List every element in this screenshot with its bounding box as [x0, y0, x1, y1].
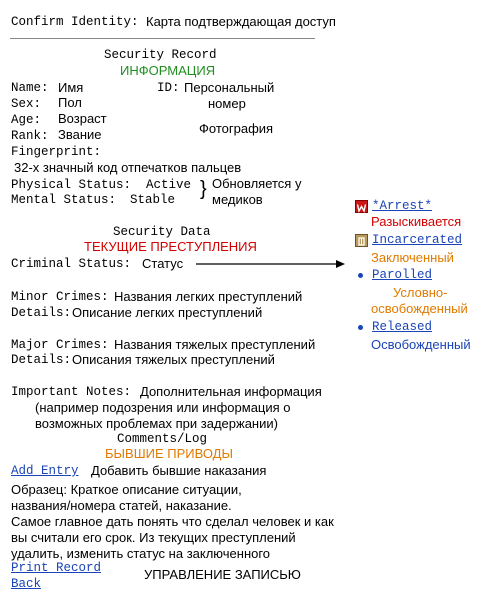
security-data-title: Security Data — [113, 225, 211, 239]
fingerprint-label: Fingerprint: — [11, 145, 102, 159]
minor-details-value: Описание легких преступлений — [72, 305, 263, 320]
medic-note-line1: Обновляется у — [212, 176, 302, 191]
minor-crimes-value: Названия легких преступлений — [114, 289, 303, 304]
rank-value: Звание — [58, 127, 102, 142]
wanted-icon — [355, 200, 368, 213]
status-incarcerated-desc: Заключенный — [371, 250, 454, 265]
sample-line1: Образец: Краткое описание ситуации, — [11, 482, 242, 497]
physical-status-label: Physical Status: — [11, 178, 132, 192]
security-record-title: Security Record — [104, 48, 217, 62]
major-crimes-label: Major Crimes: — [11, 338, 109, 352]
sample-line2: названия/номера статей, наказание. — [11, 498, 232, 513]
name-label: Name: — [11, 81, 49, 95]
status-arrest-desc: Разыскивается — [371, 214, 462, 229]
age-value: Возраст — [58, 111, 107, 126]
status-released-desc: Освобожденный — [371, 337, 471, 352]
status-released-link[interactable]: Released — [372, 320, 433, 334]
status-parolled-link[interactable]: Parolled — [372, 268, 433, 282]
log-subtitle: БЫВШИЕ ПРИВОДЫ — [105, 446, 233, 461]
status-incarcerated-link[interactable]: Incarcerated — [372, 233, 463, 247]
record-subtitle: ИНФОРМАЦИЯ — [120, 63, 216, 78]
major-crimes-value: Названия тяжелых преступлений — [114, 337, 316, 352]
mental-status-value: Stable — [130, 193, 176, 207]
important-notes-label: Important Notes: — [11, 385, 132, 399]
print-record-link[interactable]: Print Record — [11, 561, 102, 575]
minor-details-label: Details: — [11, 306, 72, 320]
prison-icon — [355, 234, 368, 247]
status-arrest-link[interactable]: *Arrest* — [372, 199, 433, 213]
status-brace: } — [200, 178, 207, 200]
major-details-value: Описания тяжелых преступлений — [72, 352, 275, 367]
confirm-identity-value: Карта подтверждающая доступ — [146, 14, 336, 29]
physical-status-value: Active — [146, 178, 192, 192]
rank-label: Rank: — [11, 129, 49, 143]
name-value: Имя — [58, 80, 84, 95]
sample-line4: вы считали его срок. Из текущих преступлений — [11, 530, 296, 545]
bullet-icon — [358, 273, 363, 278]
important-notes-line2: (например подозрения или информация о — [35, 400, 291, 415]
id-value-line1: Персональный — [184, 80, 275, 95]
header-divider — [10, 38, 315, 39]
sex-value: Пол — [58, 95, 82, 110]
add-entry-link[interactable]: Add Entry — [11, 464, 79, 478]
id-value-line2: номер — [208, 96, 246, 111]
bullet-icon — [358, 325, 363, 330]
record-management-label: УПРАВЛЕНИЕ ЗАПИСЬЮ — [144, 567, 301, 582]
status-arrow-icon — [196, 258, 346, 270]
important-notes-line1: Дополнительная информация — [140, 384, 322, 399]
photo-placeholder: Фотография — [199, 121, 274, 136]
back-link[interactable]: Back — [11, 577, 42, 591]
age-label: Age: — [11, 113, 42, 127]
sample-line5: удалить, изменить статус на заключенного — [11, 546, 271, 561]
medic-note-line2: медиков — [212, 192, 263, 207]
add-entry-note: Добавить бывшие наказания — [91, 463, 267, 478]
major-details-label: Details: — [11, 353, 72, 367]
mental-status-label: Mental Status: — [11, 193, 117, 207]
comments-log-title: Comments/Log — [117, 432, 208, 446]
criminal-status-value: Статус — [142, 256, 184, 271]
minor-crimes-label: Minor Crimes: — [11, 290, 109, 304]
id-label: ID: — [157, 81, 180, 95]
confirm-identity-label: Confirm Identity: — [11, 15, 139, 29]
status-parolled-desc-line2: освобожденный — [371, 301, 468, 316]
important-notes-line3: возможных проблемах при задержании) — [35, 416, 278, 431]
criminal-status-label: Criminal Status: — [11, 257, 132, 271]
fingerprint-value: 32-х значный код отпечатков пальцев — [14, 160, 242, 175]
status-parolled-desc-line1: Условно- — [393, 285, 448, 300]
sample-line3: Самое главное дать понять что сделал человек и как — [11, 514, 334, 529]
sex-label: Sex: — [11, 97, 42, 111]
data-subtitle: ТЕКУЩИЕ ПРЕСТУПЛЕНИЯ — [84, 239, 257, 254]
